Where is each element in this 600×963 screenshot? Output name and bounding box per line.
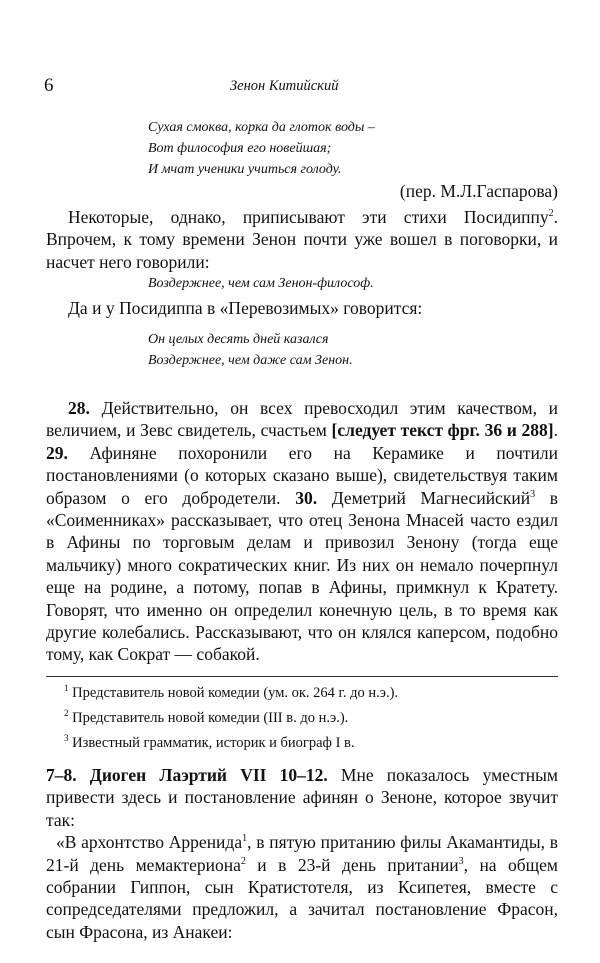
verse-line: Воздержнее, чем сам Зенон-философ. bbox=[148, 276, 374, 291]
footnote-mark: 1 bbox=[64, 683, 69, 694]
verse-line: Он целых десять дней казался bbox=[148, 332, 329, 347]
footnotes bbox=[64, 681, 554, 756]
footnote-ref[interactable]: 1 bbox=[242, 833, 248, 845]
footnote-ref[interactable]: 2 bbox=[240, 855, 246, 867]
paragraph-text: , в пятую пританию филы Акамантиды, в 21-й день мемактериона bbox=[46, 832, 558, 875]
paragraph-text: Мне показалось уместным привести здесь и постановление афинян о Зеноне, которое звучит так: bbox=[46, 765, 558, 830]
footnote-text: Представитель новой комедии (III в. до н.э.). bbox=[72, 710, 349, 726]
footnote bbox=[64, 681, 554, 706]
section-heading: 7–8. Диоген Лаэртий VII 10–12. bbox=[46, 765, 328, 785]
decree-text bbox=[46, 831, 558, 943]
section-28-30 bbox=[46, 397, 558, 666]
footnote bbox=[64, 731, 554, 756]
paragraph-text: . Впрочем, к тому времени Зенон почти уже вошел в поговорки, и насчет него говорили: bbox=[46, 207, 558, 272]
footnote-ref[interactable]: 3 bbox=[458, 855, 464, 867]
paragraph-text: Действительно, он всех превосходил этим качеством, и величием, и Зевс свидетель, счастьем bbox=[46, 398, 558, 441]
paragraph-text: , на общем собрании Гиппон, сын Кратистотеля, из Ксипетея, вместе с сопредседателями предложил, а зачитал постановление Фрасон, сын Фрасона, из Анакеи: bbox=[46, 854, 558, 942]
cross-reference[interactable]: [следует текст фрг. 36 и 288] bbox=[331, 420, 554, 441]
paragraph-text: . bbox=[553, 420, 558, 441]
paragraph-text: Некоторые, однако, приписывают эти стихи Посидиппу bbox=[68, 207, 549, 227]
footnote-text: Представитель новой комедии (ум. ок. 264 г. до н.э.). bbox=[72, 685, 399, 701]
section-7-8 bbox=[46, 764, 558, 943]
footnote bbox=[64, 706, 554, 731]
footnote-divider bbox=[46, 676, 558, 677]
verse-line: И мчат ученики учиться голоду. bbox=[148, 162, 342, 177]
verse-line: Воздержнее, чем даже сам Зенон. bbox=[148, 353, 353, 368]
footnote-ref[interactable]: 3 bbox=[530, 488, 536, 500]
paragraph-perevozimye bbox=[46, 297, 558, 319]
footnote-mark: 2 bbox=[64, 708, 69, 719]
translator-attribution-block bbox=[46, 180, 558, 202]
paragraph-text: Афиняне похоронили его на Керамике и почтили постановлениями (о которых сказано выше), свидетельствуя таким образом о его добродетели. bbox=[46, 442, 558, 508]
paragraph-text: и в 23-й день притании bbox=[245, 854, 459, 875]
section-number: 29. bbox=[46, 442, 68, 463]
verse-line: Вот философия его новейшая; bbox=[148, 141, 332, 156]
verse-epigram bbox=[148, 117, 375, 180]
paragraph-text: Деметрий Магнесийский bbox=[317, 487, 531, 508]
verse-line: Сухая смоква, корка да глоток воды – bbox=[148, 120, 375, 135]
footnote-ref[interactable]: 2 bbox=[548, 208, 554, 220]
paragraph-text: Да и у Посидиппа в «Перевозимых» говорится: bbox=[68, 298, 423, 318]
verse-posidippus bbox=[148, 329, 353, 371]
paragraph-text: «В архонтство Арренида bbox=[56, 832, 243, 853]
running-title: Зенон Китийский bbox=[230, 78, 339, 94]
section-number: 28. bbox=[68, 398, 90, 418]
paragraph-text: в «Соименниках» рассказывает, что отец Зенона Мнасей часто ездил в Афины по торговым делам и привозил Зенону (тогда еще мальчику) много сократических книг. Из них он немало почерпнул еще на родине, а потому, попав в Афины, примкнул к Кратету. Говорят, что именно он определил конечную цель, в то время как другие колебались. Рассказывают, что он клялся каперсом, подобно тому, как Сократ — собакой. bbox=[46, 487, 558, 665]
page-number: 6 bbox=[44, 75, 54, 96]
paragraph-posidippus bbox=[46, 206, 558, 273]
page-header bbox=[44, 75, 556, 101]
translator-attribution: (пер. М.Л.Гаспарова) bbox=[399, 181, 558, 201]
section-number: 30. bbox=[295, 487, 318, 508]
footnote-mark: 3 bbox=[64, 733, 69, 744]
verse-proverb bbox=[148, 273, 374, 294]
footnote-text: Известный грамматик, историк и биограф I в. bbox=[72, 735, 355, 751]
